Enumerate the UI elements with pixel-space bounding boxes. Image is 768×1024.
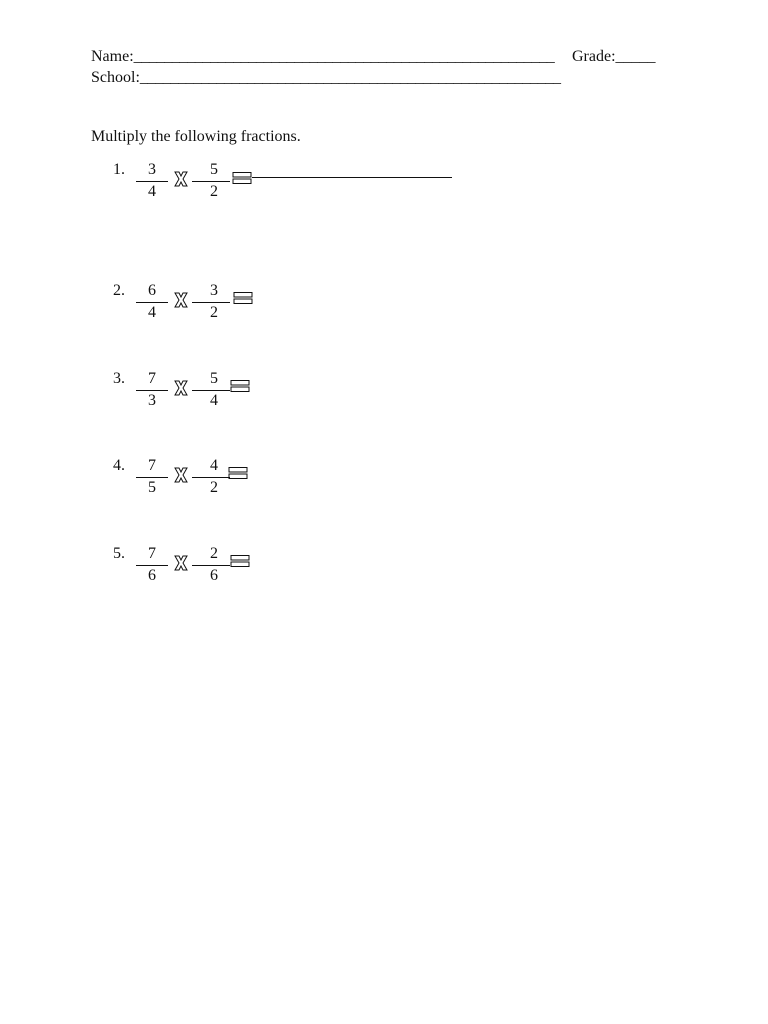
boxed-equals-icon bbox=[233, 291, 253, 305]
fraction-bar bbox=[136, 565, 168, 566]
fraction-bar bbox=[198, 565, 230, 566]
school-row bbox=[91, 69, 561, 87]
problem-number: 4. bbox=[113, 457, 125, 474]
outlined-x-icon bbox=[173, 554, 189, 572]
denominator: 4 bbox=[148, 183, 156, 200]
numerator: 3 bbox=[148, 161, 156, 178]
problem-number: 5. bbox=[113, 545, 125, 562]
fraction-a bbox=[136, 161, 168, 201]
grade-blank[interactable]: _____ bbox=[615, 48, 656, 65]
fraction-bar bbox=[136, 477, 168, 478]
answer-line[interactable] bbox=[252, 177, 452, 178]
numerator: 4 bbox=[210, 457, 218, 474]
grade-label: Grade: bbox=[572, 48, 616, 65]
outlined-x-icon bbox=[173, 466, 189, 484]
outlined-x-icon bbox=[173, 291, 189, 309]
numerator: 5 bbox=[210, 161, 218, 178]
fraction-bar bbox=[136, 302, 168, 303]
fraction-b bbox=[198, 161, 230, 201]
fraction-bar bbox=[198, 302, 230, 303]
school-label: School: bbox=[91, 69, 140, 86]
denominator: 3 bbox=[148, 392, 156, 409]
problem-2 bbox=[0, 282, 768, 322]
numerator: 7 bbox=[148, 457, 156, 474]
denominator: 2 bbox=[210, 479, 218, 496]
numerator: 6 bbox=[148, 282, 156, 299]
fraction-a bbox=[136, 282, 168, 322]
denominator: 6 bbox=[148, 567, 156, 584]
problem-4 bbox=[0, 457, 768, 497]
problem-number: 2. bbox=[113, 282, 125, 299]
fraction-bar bbox=[198, 477, 230, 478]
numerator: 2 bbox=[210, 545, 218, 562]
fraction-b bbox=[198, 370, 230, 410]
fraction-a bbox=[136, 457, 168, 497]
fraction-a bbox=[136, 370, 168, 410]
fraction-bar bbox=[198, 181, 230, 182]
denominator: 4 bbox=[210, 392, 218, 409]
boxed-equals-icon bbox=[232, 171, 252, 185]
fraction-a bbox=[136, 545, 168, 585]
fraction-b bbox=[198, 282, 230, 322]
name-blank[interactable]: _______________________________________________________ bbox=[133, 48, 555, 65]
school-blank[interactable]: _______________________________________________________ bbox=[139, 69, 561, 86]
name-label: Name: bbox=[91, 48, 134, 65]
denominator: 6 bbox=[210, 567, 218, 584]
boxed-equals-icon bbox=[230, 554, 250, 568]
denominator: 4 bbox=[148, 304, 156, 321]
problem-number: 3. bbox=[113, 370, 125, 387]
numerator: 7 bbox=[148, 545, 156, 562]
grade-row bbox=[572, 48, 656, 66]
problem-1 bbox=[0, 161, 768, 201]
denominator: 2 bbox=[210, 304, 218, 321]
numerator: 3 bbox=[210, 282, 218, 299]
boxed-equals-icon bbox=[228, 466, 248, 480]
denominator: 5 bbox=[148, 479, 156, 496]
problem-5 bbox=[0, 545, 768, 585]
fraction-bar bbox=[198, 390, 230, 391]
denominator: 2 bbox=[210, 183, 218, 200]
problem-number: 1. bbox=[113, 161, 125, 178]
fraction-b bbox=[198, 457, 230, 497]
numerator: 7 bbox=[148, 370, 156, 387]
name-row bbox=[91, 48, 554, 66]
instructions: Multiply the following fractions. bbox=[91, 128, 301, 145]
boxed-equals-icon bbox=[230, 379, 250, 393]
outlined-x-icon bbox=[173, 379, 189, 397]
outlined-x-icon bbox=[173, 170, 189, 188]
fraction-bar bbox=[136, 181, 168, 182]
fraction-bar bbox=[136, 390, 168, 391]
numerator: 5 bbox=[210, 370, 218, 387]
problem-3 bbox=[0, 370, 768, 410]
fraction-b bbox=[198, 545, 230, 585]
